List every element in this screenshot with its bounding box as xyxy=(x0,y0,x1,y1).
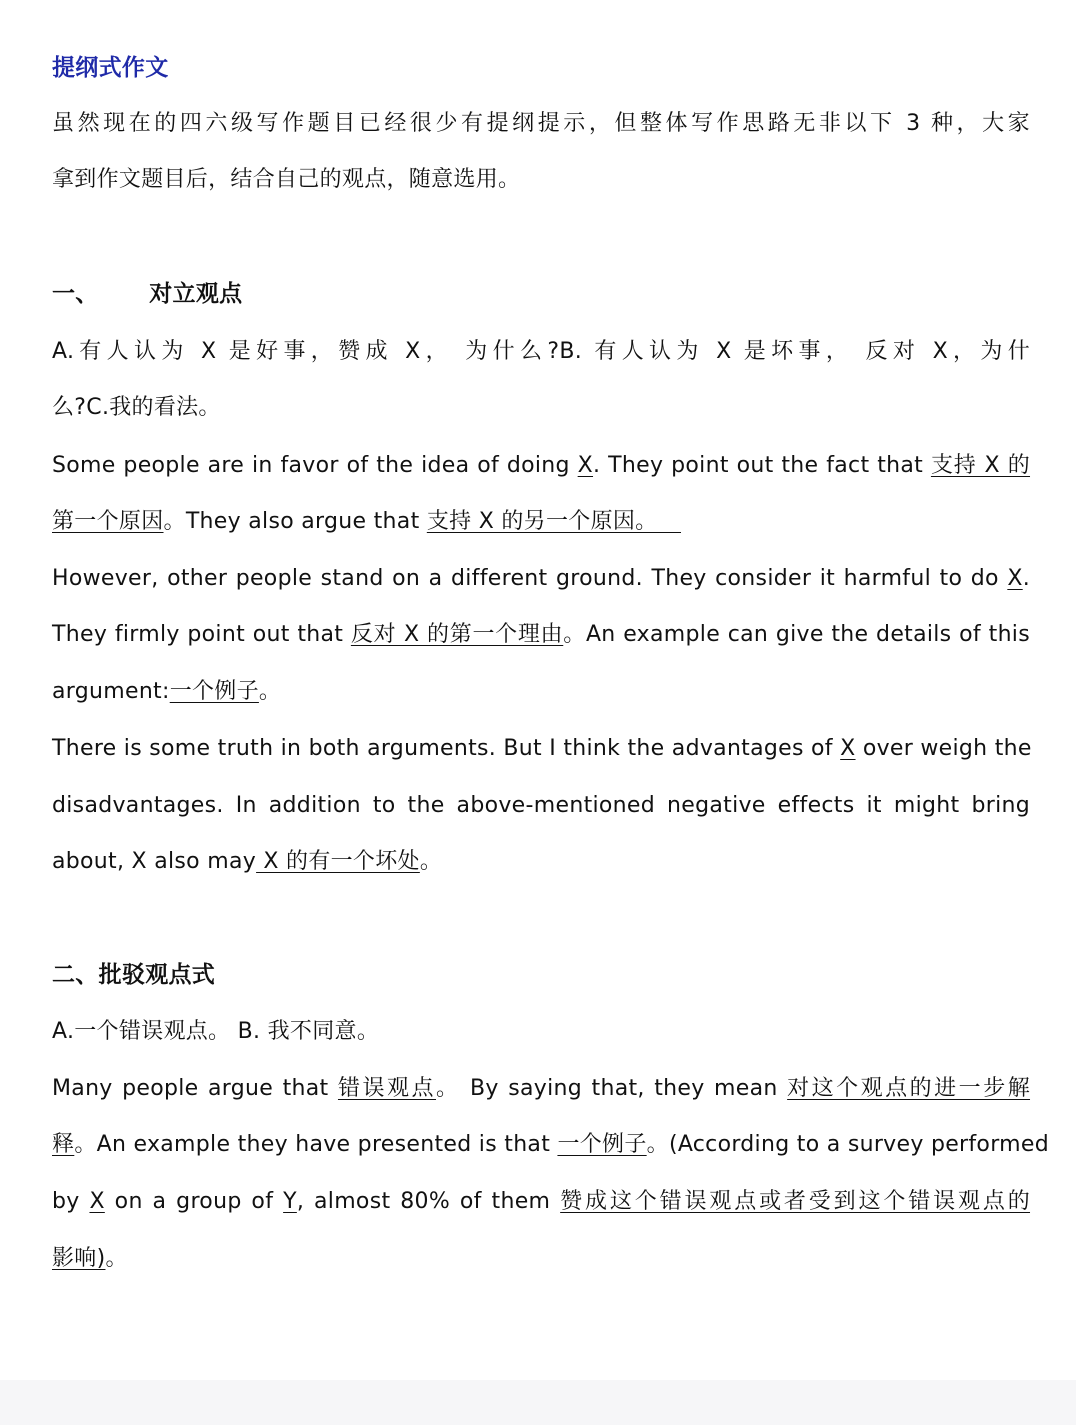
underlined-blank: 赞成这个错误观点或者受到这个错误观点的 xyxy=(560,1189,1031,1214)
text-span: by xyxy=(52,1189,90,1214)
section1-heading xyxy=(52,278,1030,310)
text-span: There is some truth in both arguments. But I think the advantages of xyxy=(52,736,841,761)
text-span: 。 xyxy=(258,679,282,704)
underlined-blank: 支持 X 的 xyxy=(930,453,1031,478)
text-span: 。They also argue that xyxy=(163,509,427,534)
text-span: 。 xyxy=(419,849,443,874)
text-span: 。 By saying that, they mean xyxy=(436,1076,788,1101)
section1-p2-line-2 xyxy=(52,619,1030,651)
text-span: on a group of xyxy=(104,1189,284,1214)
text-span: argument: xyxy=(52,679,170,704)
underlined-blank: 一个例子 xyxy=(557,1132,647,1157)
underlined-placeholder: X xyxy=(1007,566,1023,591)
section1-p3-line-3 xyxy=(52,846,1030,878)
text-span: They firmly point out that xyxy=(52,622,351,647)
underlined-blank: 一个例子 xyxy=(169,679,259,704)
underlined-blank: 对这个观点的进一步解 xyxy=(787,1076,1031,1101)
text-span: , almost 80% of them xyxy=(296,1189,561,1214)
section2-p1-line-2 xyxy=(52,1129,1049,1161)
section1-heading-text: 对立观点 xyxy=(149,281,243,307)
underlined-placeholder: X xyxy=(89,1189,105,1214)
section2-p1-line-4 xyxy=(52,1243,1030,1275)
section1-p1-line-2 xyxy=(52,506,1030,538)
text-span: 。(According to a survey performed xyxy=(646,1132,1049,1157)
intro-line-1: 虽然现在的四六级写作题目已经很少有提纲提示，但整体写作思路无非以下 3 种，大家 xyxy=(52,111,1030,136)
section2-p1-line-1 xyxy=(52,1073,1030,1105)
underlined-placeholder: Y xyxy=(283,1189,297,1214)
section1-heading-number: 一、 xyxy=(52,281,99,307)
text-span: over weigh the xyxy=(855,736,1032,761)
underlined-blank: 反对 X 的第一个理由 xyxy=(350,622,564,647)
text-span: Some people are in favor of the idea of doing xyxy=(52,453,578,478)
underlined-blank: X 的有一个坏处 xyxy=(256,849,420,874)
underlined-placeholder: X xyxy=(840,736,856,761)
text-span: 。An example can give the details of this xyxy=(563,622,1030,647)
section2-p1-line-3 xyxy=(52,1186,1030,1218)
section1-p1-line-1 xyxy=(52,450,1030,482)
section1-p3-line-1 xyxy=(52,733,1030,765)
text-span: . xyxy=(1022,566,1030,591)
text-span: Many people argue that xyxy=(52,1076,338,1101)
underlined-blank: 影响) xyxy=(52,1246,106,1271)
text-span: 。 xyxy=(105,1246,128,1271)
page-bottom-strip xyxy=(0,1380,1076,1425)
section1-p3-line-2: disadvantages. In addition to the above-mentioned negative effects it might bring xyxy=(52,793,1030,818)
section1-outline-line-1: A.有人认为 X 是好事，赞成 X， 为什么?B. 有人认为 X 是坏事， 反对 X，为什 xyxy=(52,339,1030,364)
text-span: 。An example they have presented is that xyxy=(74,1132,558,1157)
section1-outline-line-2: 么?C.我的看法。 xyxy=(52,395,221,420)
underlined-placeholder: X xyxy=(577,453,594,478)
section2-outline: A.一个错误观点。 B. 我不同意。 xyxy=(52,1019,380,1044)
section2-heading: 二、批驳观点式 xyxy=(52,962,216,988)
intro-line-2: 拿到作文题目后，结合自己的观点，随意选用。 xyxy=(52,167,521,192)
underlined-blank: 释 xyxy=(52,1132,75,1157)
underlined-blank: 错误观点 xyxy=(337,1076,437,1101)
underline-tail xyxy=(657,506,681,533)
underlined-blank: 第一个原因 xyxy=(52,509,164,534)
underlined-blank: 支持 X 的另一个原因。 xyxy=(426,509,658,534)
document-title: 提纲式作文 xyxy=(52,55,169,81)
text-span: However, other people stand on a different ground. They consider it harmful to do xyxy=(52,566,1008,591)
section1-p2-line-1 xyxy=(52,563,1030,595)
section1-p2-line-3 xyxy=(52,676,1030,708)
text-span: . They point out the fact that xyxy=(593,453,931,478)
text-span: about, X also may xyxy=(52,849,257,874)
